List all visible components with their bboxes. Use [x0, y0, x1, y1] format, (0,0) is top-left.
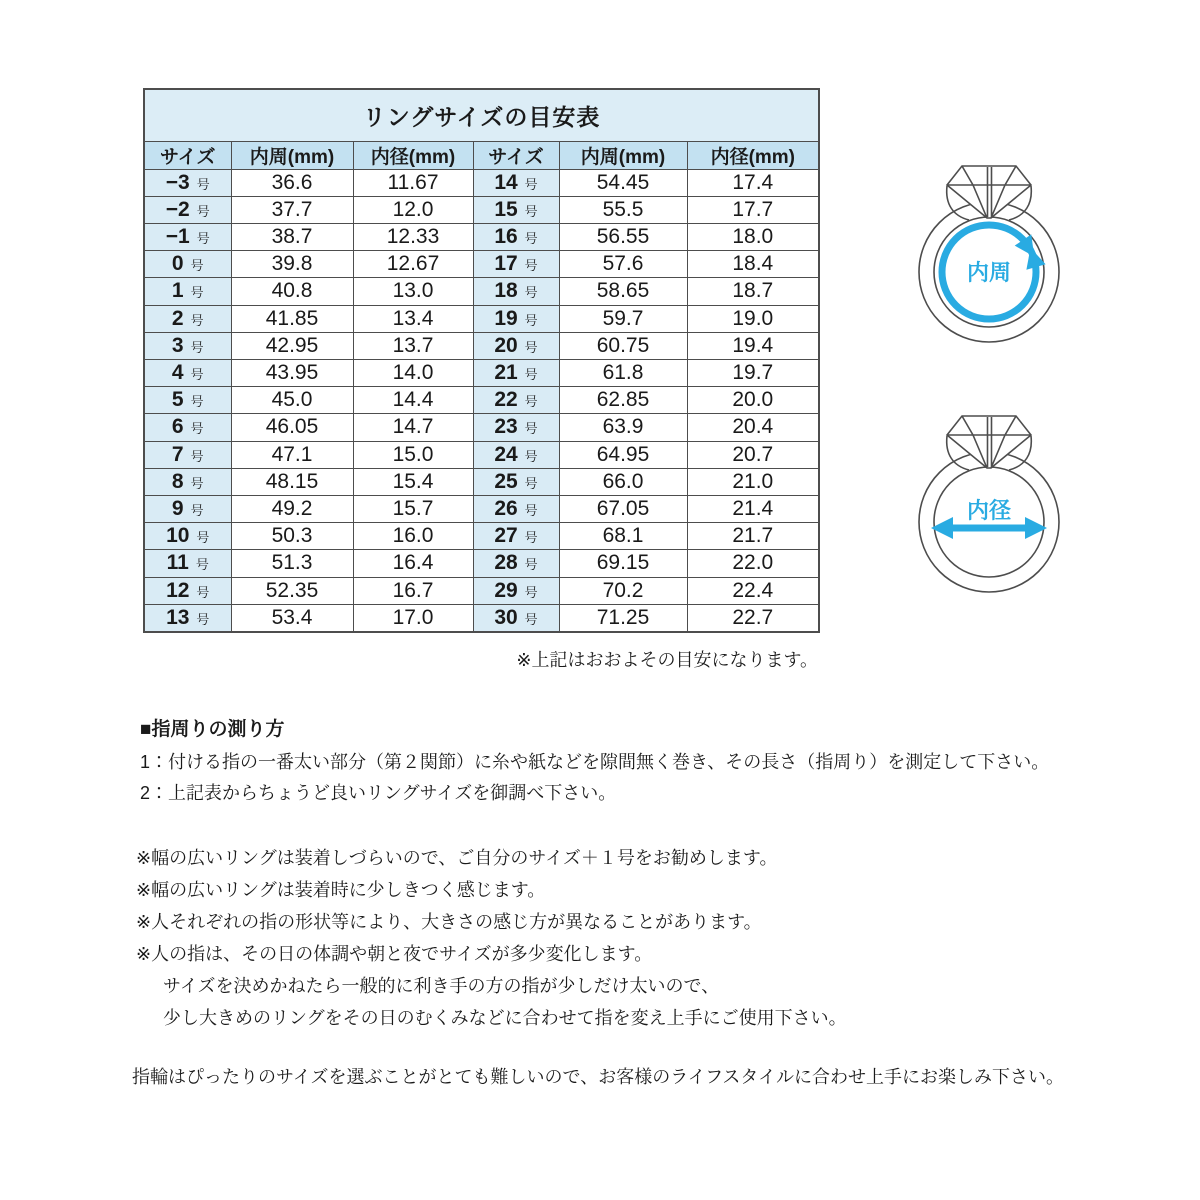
column-header-diameter: 内径(mm) [353, 141, 473, 169]
size-cell [473, 414, 559, 441]
size-unit: 号 [524, 203, 538, 219]
size-cell [144, 278, 231, 305]
ring-diameter-illustration [903, 406, 1075, 646]
size-unit: 号 [524, 312, 538, 328]
table-row [144, 577, 819, 604]
ring-circumference-illustration [903, 156, 1075, 396]
table-row [144, 278, 819, 305]
ring-size-table [143, 88, 820, 633]
size-cell [473, 223, 559, 250]
size-cell [473, 305, 559, 332]
size-cell [473, 359, 559, 386]
diameter-cell: 16.7 [353, 577, 473, 604]
size-number: 16 [494, 225, 518, 248]
size-cell [144, 577, 231, 604]
size-unit: 号 [196, 176, 210, 192]
circumference-cell: 62.85 [559, 387, 687, 414]
diameter-cell: 17.4 [687, 169, 819, 196]
diameter-cell: 19.0 [687, 305, 819, 332]
size-number: 15 [494, 197, 518, 221]
circumference-cell: 69.15 [559, 550, 687, 577]
size-cell [473, 387, 559, 414]
size-cell [144, 196, 231, 223]
table-approximation-note: ※上記はおおよその目安になります。 [516, 650, 818, 670]
circumference-cell: 46.05 [231, 414, 353, 441]
size-number: 20 [494, 333, 518, 357]
table-row [144, 223, 819, 250]
table-header-row [144, 141, 819, 169]
table-row [144, 169, 819, 196]
circumference-cell: 61.8 [559, 359, 687, 386]
size-number: 0 [171, 252, 184, 276]
size-cell [473, 196, 559, 223]
size-cell [144, 223, 231, 250]
size-number: 8 [171, 469, 184, 493]
table-row [144, 196, 819, 223]
diameter-cell: 19.4 [687, 332, 819, 359]
circumference-cell: 38.7 [231, 223, 353, 250]
size-number: 1 [171, 279, 184, 303]
circumference-cell: 50.3 [231, 523, 353, 550]
size-unit: 号 [524, 339, 538, 355]
diameter-cell: 18.0 [687, 223, 819, 250]
size-unit: 号 [524, 475, 538, 491]
table-row [144, 523, 819, 550]
size-number: 22 [494, 388, 518, 412]
diameter-cell: 19.7 [687, 359, 819, 386]
diameter-cell: 20.7 [687, 441, 819, 468]
table-row [144, 604, 819, 632]
circumference-cell: 59.7 [559, 305, 687, 332]
circumference-cell: 41.85 [231, 305, 353, 332]
table-row [144, 305, 819, 332]
diameter-cell: 16.4 [353, 550, 473, 577]
size-cell [473, 278, 559, 305]
size-unit: 号 [196, 203, 210, 219]
size-unit: 号 [196, 231, 210, 246]
size-number: 13 [166, 605, 190, 629]
size-cell [144, 523, 231, 550]
size-number: 9 [171, 497, 184, 521]
diameter-cell: 12.33 [353, 223, 473, 250]
size-cell [473, 169, 559, 196]
diameter-cell: 21.4 [687, 495, 819, 522]
diameter-cell: 14.4 [353, 387, 473, 414]
size-unit: 号 [524, 285, 538, 301]
note-line: ※幅の広いリングは装着時に少しきつく感じます。 [136, 880, 546, 900]
diameter-cell: 13.4 [353, 305, 473, 332]
size-cell [473, 577, 559, 604]
diameter-cell: 12.0 [353, 196, 473, 223]
circumference-cell: 36.6 [231, 169, 353, 196]
diameter-cell: 20.4 [687, 414, 819, 441]
size-number: 4 [171, 361, 184, 385]
note-line: ※人の指は、その日の体調や朝と夜でサイズが多少変化します。 [136, 944, 653, 964]
diameter-cell: 18.4 [687, 251, 819, 278]
size-cell [473, 604, 559, 632]
size-unit: 号 [524, 503, 538, 519]
size-cell [473, 251, 559, 278]
circumference-cell: 40.8 [231, 278, 353, 305]
size-number: 2 [171, 306, 184, 330]
size-unit: 号 [190, 448, 204, 464]
size-cell [473, 523, 559, 550]
size-unit: 号 [524, 584, 538, 600]
circumference-cell: 66.0 [559, 468, 687, 495]
size-cell [144, 251, 231, 278]
size-cell [473, 468, 559, 495]
size-unit: 号 [524, 258, 538, 274]
size-unit: 号 [190, 312, 204, 328]
diameter-cell: 14.7 [353, 414, 473, 441]
table-row [144, 414, 819, 441]
measure-step-1: 1：付ける指の一番太い部分（第２関節）に糸や紙などを隙間無く巻き、その長さ（指周り）を測定して下さい。 [140, 752, 1050, 772]
circumference-cell: 45.0 [231, 387, 353, 414]
size-number: 25 [494, 469, 518, 493]
diameter-cell: 22.7 [687, 604, 819, 632]
measure-step-2: 2：上記表からちょうど良いリングサイズを御調べ下さい。 [140, 783, 617, 803]
size-unit: 号 [524, 611, 538, 627]
circumference-cell: 64.95 [559, 441, 687, 468]
size-number: 18 [494, 279, 518, 303]
diameter-cell: 18.7 [687, 278, 819, 305]
size-unit: 号 [524, 231, 538, 246]
diameter-cell: 13.0 [353, 278, 473, 305]
circumference-cell: 56.55 [559, 223, 687, 250]
size-number: −3 [165, 170, 190, 194]
measure-section-heading: ■指周りの測り方 [140, 719, 285, 740]
circumference-cell: 43.95 [231, 359, 353, 386]
size-unit: 号 [190, 421, 204, 437]
size-number: 11 [166, 551, 189, 575]
table-row [144, 495, 819, 522]
size-number: 6 [171, 415, 184, 439]
column-header-circumference: 内周(mm) [231, 141, 353, 169]
note-line: ※幅の広いリングは装着しづらいので、ご自分のサイズ＋１号をお勧めします。 [136, 848, 778, 868]
diameter-cell: 22.0 [687, 550, 819, 577]
size-cell [144, 332, 231, 359]
diameter-cell: 21.0 [687, 468, 819, 495]
circumference-cell: 53.4 [231, 604, 353, 632]
size-unit: 号 [524, 367, 538, 383]
size-cell [144, 414, 231, 441]
note-line: 少し大きめのリングをその日のむくみなどに合わせて指を変え上手にご使用下さい。 [163, 1008, 847, 1028]
circumference-cell: 51.3 [231, 550, 353, 577]
size-cell [473, 441, 559, 468]
circumference-cell: 47.1 [231, 441, 353, 468]
size-unit: 号 [524, 448, 538, 464]
size-cell [473, 495, 559, 522]
size-cell [144, 305, 231, 332]
size-unit: 号 [190, 339, 204, 355]
diameter-cell: 15.4 [353, 468, 473, 495]
size-number: 5 [171, 388, 184, 412]
diameter-cell: 22.4 [687, 577, 819, 604]
table-row [144, 468, 819, 495]
note-line: ※人それぞれの指の形状等により、大きさの感じ方が異なることがあります。 [136, 912, 762, 932]
size-unit: 号 [190, 475, 204, 491]
size-unit: 号 [196, 530, 210, 546]
size-unit: 号 [190, 367, 204, 383]
note-line: サイズを決めかねたら一般的に利き手の方の指が少しだけ太いので、 [163, 976, 720, 996]
diameter-cell: 12.67 [353, 251, 473, 278]
size-unit: 号 [195, 557, 209, 573]
size-cell [473, 550, 559, 577]
diameter-cell: 14.0 [353, 359, 473, 386]
table-row [144, 251, 819, 278]
size-cell [144, 387, 231, 414]
circumference-cell: 54.45 [559, 169, 687, 196]
circumference-cell: 63.9 [559, 414, 687, 441]
size-unit: 号 [190, 258, 204, 274]
size-number: 27 [494, 524, 518, 548]
size-number: 14 [494, 170, 518, 194]
diameter-cell: 15.0 [353, 441, 473, 468]
diameter-cell: 17.7 [687, 196, 819, 223]
circumference-cell: 71.25 [559, 604, 687, 632]
circumference-cell: 68.1 [559, 523, 687, 550]
table-row [144, 387, 819, 414]
size-unit: 号 [524, 557, 538, 573]
circumference-cell: 49.2 [231, 495, 353, 522]
diameter-cell: 16.0 [353, 523, 473, 550]
table-row [144, 550, 819, 577]
size-unit: 号 [190, 394, 204, 410]
table-row [144, 441, 819, 468]
size-number: 10 [166, 524, 190, 548]
size-unit: 号 [190, 503, 204, 519]
table-title: リングサイズの目安表 [144, 89, 819, 141]
circumference-cell: 58.65 [559, 278, 687, 305]
circumference-cell: 67.05 [559, 495, 687, 522]
circumference-cell: 70.2 [559, 577, 687, 604]
circumference-cell: 39.8 [231, 251, 353, 278]
size-cell [144, 550, 231, 577]
circumference-cell: 52.35 [231, 577, 353, 604]
diameter-cell: 17.0 [353, 604, 473, 632]
size-unit: 号 [524, 530, 538, 546]
circumference-cell: 57.6 [559, 251, 687, 278]
diameter-cell: 21.7 [687, 523, 819, 550]
size-cell [144, 441, 231, 468]
size-number: 24 [494, 442, 518, 466]
size-number: 26 [494, 497, 518, 521]
size-cell [144, 468, 231, 495]
column-header-diameter: 内径(mm) [687, 141, 819, 169]
diameter-cell: 11.67 [353, 169, 473, 196]
size-number: 12 [166, 578, 190, 602]
column-header-size: サイズ [144, 141, 231, 169]
size-unit: 号 [190, 285, 204, 301]
size-unit: 号 [524, 421, 538, 437]
size-cell [144, 169, 231, 196]
size-number: 30 [494, 605, 518, 629]
size-number: −2 [165, 197, 190, 221]
size-number: 19 [494, 306, 518, 330]
size-number: 23 [494, 415, 518, 439]
size-number: 3 [171, 333, 184, 357]
table-title-row [144, 89, 819, 141]
size-number: 21 [494, 361, 518, 385]
diameter-label: 内径 [966, 498, 1012, 523]
size-number: 28 [494, 551, 518, 575]
size-cell [144, 359, 231, 386]
table-row [144, 359, 819, 386]
size-unit: 号 [524, 176, 538, 192]
size-unit: 号 [196, 611, 210, 627]
size-cell [144, 604, 231, 632]
size-unit: 号 [524, 394, 538, 410]
diameter-cell: 15.7 [353, 495, 473, 522]
size-number: −1 [165, 225, 190, 248]
size-number: 7 [171, 442, 184, 466]
size-number: 17 [494, 252, 518, 276]
circumference-cell: 42.95 [231, 332, 353, 359]
circumference-cell: 60.75 [559, 332, 687, 359]
size-unit: 号 [196, 584, 210, 600]
footer-note: 指輪はぴったりのサイズを選ぶことがとても難しいので、お客様のライフスタイルに合わせ上手にお楽しみ下さい。 [132, 1067, 1065, 1087]
circumference-cell: 55.5 [559, 196, 687, 223]
size-number: 29 [494, 578, 518, 602]
size-cell [144, 495, 231, 522]
table-row [144, 332, 819, 359]
circumference-cell: 37.7 [231, 196, 353, 223]
column-header-circumference: 内周(mm) [559, 141, 687, 169]
ring-size-table-body [144, 169, 819, 632]
diameter-cell: 13.7 [353, 332, 473, 359]
circumference-cell: 48.15 [231, 468, 353, 495]
column-header-size: サイズ [473, 141, 559, 169]
diameter-cell: 20.0 [687, 387, 819, 414]
size-cell [473, 332, 559, 359]
notes-block [136, 842, 847, 1034]
circumference-label: 内周 [966, 260, 1012, 285]
